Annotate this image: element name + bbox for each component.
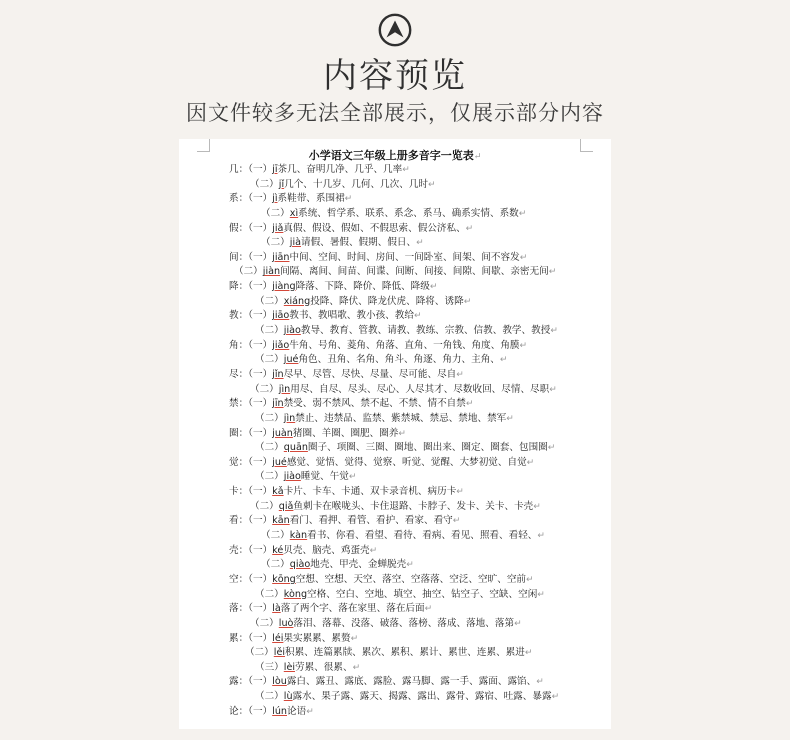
pinyin: xiáng xyxy=(283,295,311,307)
paragraph-mark: ↵ xyxy=(547,443,556,454)
document-line xyxy=(179,514,611,529)
paragraph-mark: ↵ xyxy=(473,152,482,162)
entry-char: 教： xyxy=(229,310,249,322)
paragraph-mark: ↵ xyxy=(519,340,528,351)
pinyin: lèi xyxy=(283,661,296,673)
pinyin: là xyxy=(272,603,281,615)
reading-number: （二） xyxy=(255,295,284,307)
reading-number: （一） xyxy=(248,427,273,439)
reading-number: （一） xyxy=(248,339,273,351)
example-words: 地壳、甲壳、金蝉脱壳 xyxy=(310,559,407,571)
pinyin: quān xyxy=(283,442,308,454)
entry-char: 圈： xyxy=(229,427,249,439)
pinyin: jiāo xyxy=(272,310,290,322)
document-line xyxy=(179,309,611,324)
document-line xyxy=(179,470,611,485)
entry-char: 卡： xyxy=(229,486,249,498)
pinyin: lù xyxy=(283,691,293,703)
example-words: 中间、空间、时间、房间、一间卧室、间架、间不容发 xyxy=(289,251,520,263)
reading-number: （二） xyxy=(255,325,284,337)
reading-number: （一） xyxy=(248,368,273,380)
example-words: 论语 xyxy=(287,705,307,717)
pinyin: jī xyxy=(272,164,278,175)
document-line xyxy=(179,500,611,515)
pinyin: jiǎ xyxy=(272,222,284,234)
example-words: 牛角、号角、菱角、角落、直角、一角钱、角度、角膜 xyxy=(289,339,520,351)
example-words: 感觉、觉悟、觉得、觉察、听觉、觉醒、大梦初觉、自觉 xyxy=(286,456,527,468)
paragraph-mark: ↵ xyxy=(465,399,474,410)
reading-number: （一） xyxy=(248,603,273,615)
example-words: 禁止、违禁品、监禁、紫禁城、禁忌、禁地、禁军 xyxy=(295,412,507,424)
pinyin: jiān xyxy=(272,251,290,263)
document-line xyxy=(179,353,611,368)
paragraph-mark: ↵ xyxy=(348,472,357,483)
pinyin: jiào xyxy=(283,471,301,483)
paragraph-mark: ↵ xyxy=(518,208,527,219)
paragraph-mark: ↵ xyxy=(413,311,422,322)
pinyin: kàn xyxy=(289,530,308,542)
pinyin: jīn xyxy=(272,398,284,410)
example-words: 看门、看押、看管、看护、看家、看守 xyxy=(289,515,453,527)
document-line xyxy=(179,280,611,295)
paragraph-mark: ↵ xyxy=(416,238,424,249)
entry-char: 觉： xyxy=(229,456,249,468)
document-line xyxy=(179,207,611,222)
reading-number: （一） xyxy=(248,456,273,468)
pinyin: jué xyxy=(272,456,287,468)
document-line xyxy=(179,163,611,178)
pinyin: jǐn xyxy=(272,368,284,380)
paragraph-mark: ↵ xyxy=(548,267,557,278)
reading-number: （二） xyxy=(261,559,290,571)
pinyin: kōng xyxy=(272,573,296,585)
paragraph-mark: ↵ xyxy=(499,355,508,366)
reading-number: （二） xyxy=(255,588,284,600)
example-words: 落泪、落幕、没落、破落、落榜、落成、落地、落第 xyxy=(293,617,515,629)
example-words: 尽早、尽管、尽快、尽量、尽可能、尽自 xyxy=(283,368,457,380)
reading-number: （二） xyxy=(261,530,290,542)
example-words: 禁受、弱不禁风、禁不起、不禁、情不自禁 xyxy=(283,398,466,410)
example-words: 贝壳、脑壳、鸡蛋壳 xyxy=(283,544,370,556)
entry-char: 论： xyxy=(229,705,249,717)
document-line xyxy=(179,339,611,354)
pinyin: jì xyxy=(272,193,278,205)
paragraph-mark: ↵ xyxy=(514,618,522,629)
document-line xyxy=(179,295,611,310)
reading-number: （一） xyxy=(248,310,273,322)
entry-char: 几： xyxy=(229,164,249,175)
example-words: 茶几、奋明几净、几乎、几率 xyxy=(277,164,403,175)
document-line xyxy=(179,383,611,398)
reading-number: （一） xyxy=(248,544,273,556)
paragraph-mark: ↵ xyxy=(533,501,541,512)
paragraph-mark: ↵ xyxy=(549,384,557,395)
paragraph-mark: ↵ xyxy=(398,428,406,439)
reading-number: （三） xyxy=(255,661,284,673)
pinyin: lěi xyxy=(273,647,286,659)
example-words: 猪圈、羊圈、圈肥、圈养 xyxy=(292,427,399,439)
page-subtitle: 因文件较多无法全部展示，仅展示部分内容 xyxy=(186,101,604,125)
pinyin: kòng xyxy=(283,588,308,600)
reading-number: （一） xyxy=(248,486,273,498)
pinyin: kān xyxy=(272,515,290,527)
example-words: 鱼刺卡在喉咙头、卡住退路、卡脖子、发卡、关卡、卡壳 xyxy=(293,500,534,512)
reading-number: （一） xyxy=(248,164,273,175)
pinyin: jìn xyxy=(283,412,296,424)
reading-number: （二） xyxy=(261,237,290,249)
example-words: 劳累、很累、 xyxy=(295,661,353,673)
reading-number: （一） xyxy=(248,222,273,234)
page-title: 内容预览 xyxy=(323,56,467,96)
pinyin: juàn xyxy=(272,427,293,439)
pinyin: qiǎ xyxy=(278,500,294,512)
reading-number: （二） xyxy=(255,354,284,366)
reading-number: （一） xyxy=(248,281,273,293)
example-words: 露水、果子露、露天、揭露、露出、露骨、露宿、吐露、暴露 xyxy=(292,691,552,703)
example-words: 落了两个字、落在家里、落在后面 xyxy=(280,603,425,615)
entry-char: 累： xyxy=(229,632,249,644)
paragraph-mark: ↵ xyxy=(402,165,410,175)
entry-char: 看： xyxy=(229,515,249,527)
pinyin: jiǎo xyxy=(272,339,290,351)
reading-number: （一） xyxy=(248,632,273,644)
reading-number: （二） xyxy=(255,471,284,483)
example-words: 投降、降伏、降龙伏虎、降将、诱降 xyxy=(310,295,464,307)
reading-number: （一） xyxy=(248,193,273,205)
paragraph-mark: ↵ xyxy=(550,326,558,337)
paragraph-mark: ↵ xyxy=(465,223,474,234)
document-line xyxy=(179,251,611,266)
example-words: 看书、你看、看望、看待、看病、看见、照看、看轻、 xyxy=(307,530,538,542)
example-words: 请假、暑假、假期、假日、 xyxy=(301,237,417,249)
entry-char: 尽： xyxy=(229,368,249,380)
pinyin: jiàng xyxy=(272,281,296,293)
reading-number: （一） xyxy=(248,676,273,688)
reading-number: （一） xyxy=(248,398,273,410)
paragraph-mark: ↵ xyxy=(524,648,533,659)
document-line xyxy=(179,222,611,237)
pinyin: luò xyxy=(278,617,294,629)
document-line xyxy=(179,178,611,193)
document-line xyxy=(179,427,611,442)
paragraph-mark: ↵ xyxy=(306,706,314,717)
reading-number: （二） xyxy=(255,412,284,424)
paragraph-mark: ↵ xyxy=(463,296,472,307)
example-words: 用尽、自尽、尽头、尽心、人尽其才、尽数收回、尽情、尽职 xyxy=(290,383,550,395)
document-line xyxy=(179,236,611,251)
entry-char: 禁： xyxy=(229,398,249,410)
document-line xyxy=(179,368,611,383)
entry-char: 间： xyxy=(229,251,249,263)
pinyin: léi xyxy=(272,632,284,644)
paragraph-mark: ↵ xyxy=(350,633,359,644)
document-line xyxy=(179,397,611,412)
example-words: 系鞋带、系围裙 xyxy=(277,193,345,205)
reading-number: （一） xyxy=(248,705,273,717)
paragraph-mark: ↵ xyxy=(537,531,545,542)
paragraph-mark: ↵ xyxy=(536,677,544,688)
paragraph-mark: ↵ xyxy=(456,487,464,498)
pinyin: jìn xyxy=(278,383,291,395)
document-line xyxy=(179,675,611,690)
reading-number: （二） xyxy=(250,178,279,190)
document-line xyxy=(179,529,611,544)
document-lines xyxy=(179,163,611,719)
example-words: 降落、下降、降价、降低、降级 xyxy=(295,281,430,293)
example-words: 角色、丑角、名角、角斗、角逐、角力、主角、 xyxy=(298,354,500,366)
entry-char: 降： xyxy=(229,281,249,293)
document-line xyxy=(179,573,611,588)
document-line xyxy=(179,690,611,705)
paragraph-mark: ↵ xyxy=(352,662,361,673)
document-line xyxy=(179,632,611,647)
document-line xyxy=(179,661,611,676)
example-words: 真假、假设、假如、不假思索、假公济私、 xyxy=(283,222,466,234)
document-line xyxy=(179,485,611,500)
document-line xyxy=(179,192,611,207)
reading-number: （二） xyxy=(255,691,284,703)
paragraph-mark: ↵ xyxy=(526,457,535,468)
example-words: 空格、空白、空地、填空、抽空、钻空子、空缺、空闲 xyxy=(307,588,538,600)
entry-char: 角： xyxy=(229,339,249,351)
example-words: 教书、教唱歌、教小孩、教给 xyxy=(289,310,414,322)
paragraph-mark: ↵ xyxy=(424,604,433,615)
reading-number: （二） xyxy=(245,647,274,659)
document-line xyxy=(179,544,611,559)
pinyin: qiào xyxy=(289,559,311,571)
example-words: 露白、露丑、露底、露脸、露马脚、露一手、露面、露馅、 xyxy=(286,676,537,688)
paragraph-mark: ↵ xyxy=(452,516,461,527)
entry-char: 壳： xyxy=(229,544,249,556)
example-words: 几个、十几岁、几何、几次、几时 xyxy=(284,178,429,190)
document-line xyxy=(179,265,611,280)
pinyin: jiào xyxy=(283,325,301,337)
pinyin: xì xyxy=(289,207,299,219)
paragraph-mark: ↵ xyxy=(406,560,414,571)
example-words: 果实累累、累赘 xyxy=(283,632,351,644)
reading-number: （二） xyxy=(255,442,284,454)
document-line xyxy=(179,602,611,617)
pinyin: jiàn xyxy=(262,266,281,278)
document-line xyxy=(179,324,611,339)
reading-number: （二） xyxy=(250,617,279,629)
example-words: 睡觉、午觉 xyxy=(300,471,349,483)
reading-number: （一） xyxy=(248,251,273,263)
pinyin: jué xyxy=(283,354,299,366)
pinyin: kǎ xyxy=(272,486,284,498)
paragraph-mark: ↵ xyxy=(428,179,436,190)
document-line xyxy=(179,558,611,573)
document-line xyxy=(179,456,611,471)
entry-char: 落： xyxy=(229,603,249,615)
document-line xyxy=(179,412,611,427)
paragraph-mark: ↵ xyxy=(456,369,464,380)
pinyin: lòu xyxy=(272,676,287,688)
reading-number: （一） xyxy=(248,573,273,585)
paragraph-mark: ↵ xyxy=(526,574,534,585)
reading-number: （一） xyxy=(248,515,273,527)
example-words: 间隔、离间、间苗、间谍、间断、间接、间隙、间歇、亲密无间 xyxy=(280,266,549,278)
example-words: 空想、空想、天空、落空、空落落、空泛、空旷、空前 xyxy=(295,573,527,585)
entry-char: 空： xyxy=(229,573,249,585)
entry-char: 系： xyxy=(229,193,249,205)
entry-char: 露： xyxy=(229,676,249,688)
reading-number: （二） xyxy=(234,266,263,278)
example-words: 圈子、项圈、三圈、圈地、圈出来、圈定、圈套、包围圈 xyxy=(307,442,548,454)
pinyin: ké xyxy=(272,544,284,556)
document-line xyxy=(179,705,611,720)
document-title-text: 小学语文三年级上册多音字一览表 xyxy=(308,149,474,162)
pinyin: lún xyxy=(272,705,287,717)
paragraph-mark: ↵ xyxy=(429,282,438,293)
paragraph-mark: ↵ xyxy=(519,252,528,263)
pinyin: jǐ xyxy=(278,178,285,190)
chevron-up-circle-icon[interactable] xyxy=(378,13,412,47)
document-line xyxy=(179,646,611,661)
reading-number: （二） xyxy=(261,207,290,219)
example-words: 卡片、卡车、卡通、双卡录音机、病历卡 xyxy=(283,486,457,498)
document-line xyxy=(179,617,611,632)
document-title xyxy=(179,147,611,163)
entry-char: 假： xyxy=(229,222,249,234)
reading-number: （二） xyxy=(250,500,279,512)
paragraph-mark: ↵ xyxy=(369,545,378,556)
paragraph-mark: ↵ xyxy=(506,413,514,424)
paragraph-mark: ↵ xyxy=(344,194,353,205)
reading-number: （二） xyxy=(250,383,279,395)
paragraph-mark: ↵ xyxy=(537,589,545,600)
example-words: 教导、教育、管教、请教、教练、宗教、信教、教学、教授 xyxy=(300,325,551,337)
paragraph-mark: ↵ xyxy=(551,692,560,703)
pinyin: jià xyxy=(289,237,301,249)
example-words: 系统、哲学系、联系、系念、系马、确系实情、系数 xyxy=(298,207,519,219)
example-words: 积累、连篇累牍、累次、累积、累计、累世、连累、累进 xyxy=(285,647,525,659)
document-line xyxy=(179,588,611,603)
document-line xyxy=(179,441,611,456)
document-preview xyxy=(179,139,611,729)
